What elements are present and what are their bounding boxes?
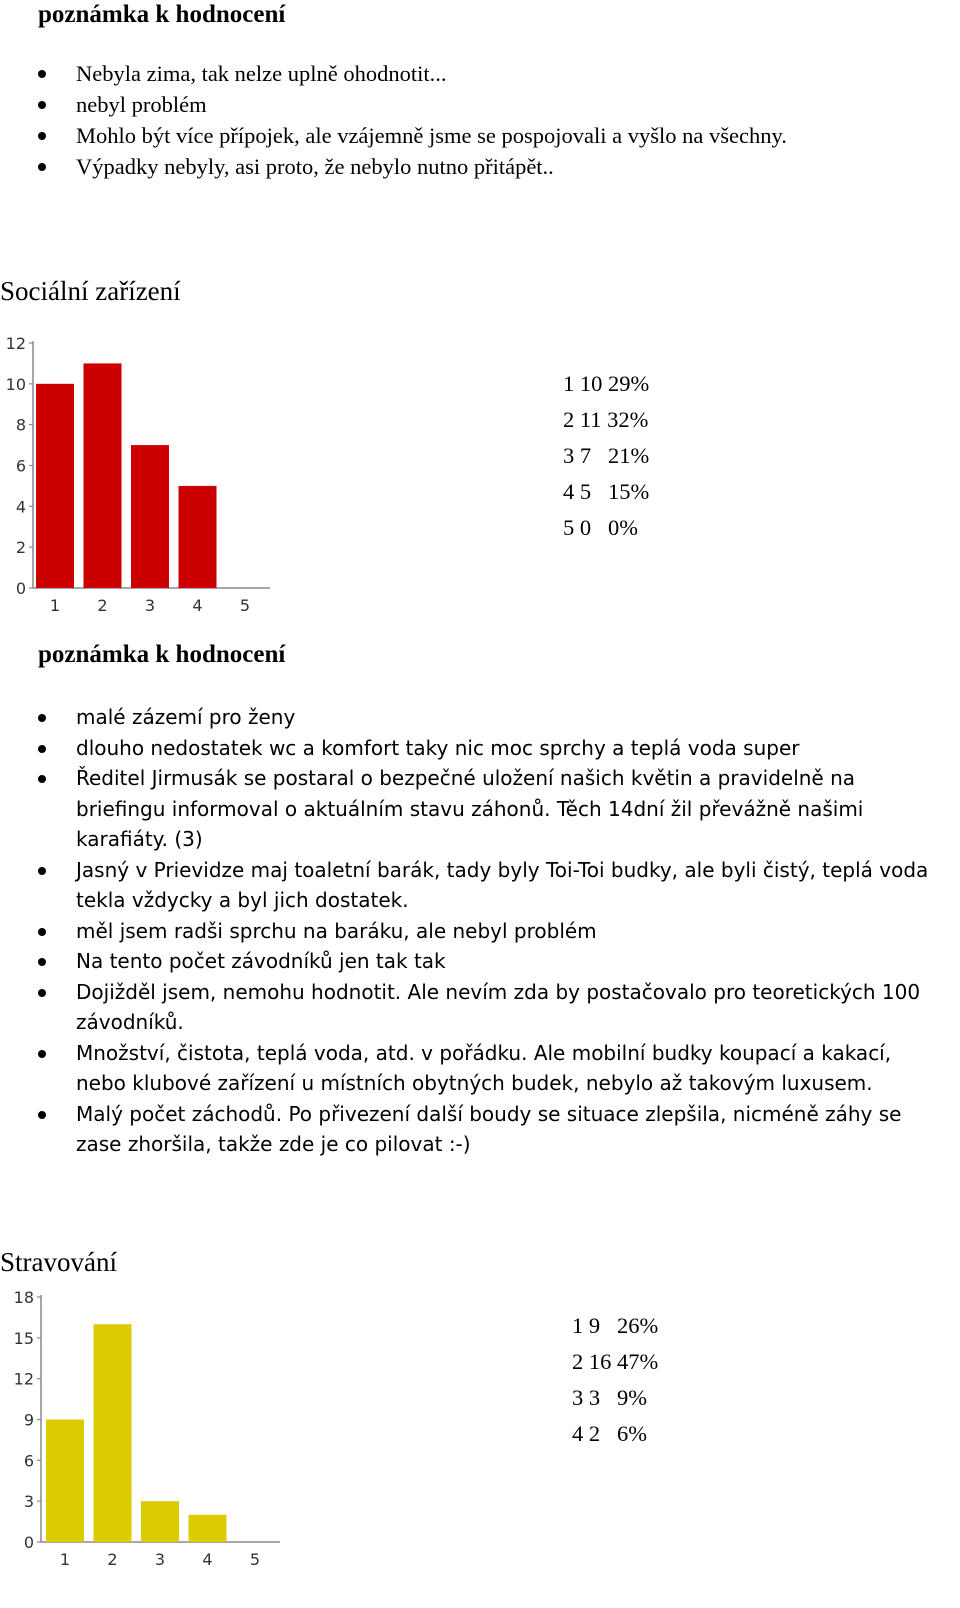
y-tick-label: 2: [15, 538, 26, 558]
stat-line: 3 3 9%: [572, 1385, 647, 1410]
bullet-icon: [38, 163, 46, 171]
list-item: malé zázemí pro ženy: [38, 702, 938, 733]
bar: [189, 1515, 227, 1542]
stat-line: 5 0 0%: [563, 515, 638, 540]
y-tick-label: 0: [23, 1533, 34, 1552]
x-tick-label: 4: [202, 1550, 213, 1569]
bullet-icon: [38, 958, 46, 966]
bullet-icon: [38, 132, 46, 140]
list-item: Jasný v Prievidze maj toaletní barák, tady byly Toi-Toi budky, ale byli čistý, teplá voda tekla vždycky a byl jich dostatek.: [38, 855, 938, 916]
y-tick-label: 3: [23, 1492, 34, 1512]
bar: [84, 363, 122, 588]
social-note-heading: poznámka k hodnocení: [38, 641, 286, 668]
y-tick-label: 10: [5, 374, 26, 394]
list-item: měl jsem radši sprchu na baráku, ale nebyl problém: [38, 916, 938, 947]
social-stats: [563, 366, 649, 546]
x-tick-label: 4: [192, 596, 203, 615]
list-item: Malý počet záchodů. Po přivezení další boudy se situace zlepšila, nicméně záhy se zase zhoršila, takže zde je co pilovat :-): [38, 1099, 938, 1160]
social-title: Sociální zařízení: [0, 276, 181, 306]
social-comments: [38, 702, 938, 1160]
x-tick-label: 2: [107, 1550, 118, 1569]
bullet-icon: [38, 745, 46, 753]
bullet-icon: [38, 714, 46, 722]
bar: [141, 1501, 179, 1542]
food-bar-chart: [0, 1284, 300, 1608]
y-tick-label: 15: [13, 1328, 34, 1348]
stat-line: 4 5 15%: [563, 479, 650, 504]
x-tick-label: 1: [49, 596, 61, 615]
bullet-icon: [38, 70, 46, 78]
x-tick-label: 5: [249, 1550, 261, 1569]
bar: [131, 445, 169, 588]
list-item: Na tento počet závodníků jen tak tak: [38, 946, 938, 977]
stat-line: 1 10 29%: [563, 371, 650, 396]
y-tick-label: 0: [15, 579, 26, 598]
list-item: Dojižděl jsem, nemohu hodnotit. Ale nevím zda by postačovalo pro teoretických 100 závodníků.: [38, 977, 938, 1038]
stat-line: 1 9 26%: [572, 1313, 659, 1338]
y-tick-label: 9: [23, 1410, 34, 1430]
bullet-icon: [38, 867, 46, 875]
bullet-icon: [38, 1050, 46, 1058]
list-item: Nebyla zima, tak nelze uplně ohodnotit...: [38, 58, 938, 89]
y-tick-label: 6: [15, 456, 26, 476]
x-tick-label: 3: [144, 596, 156, 615]
bullet-icon: [38, 989, 46, 997]
stat-line: 2 16 47%: [572, 1349, 659, 1374]
top-note-list: [38, 58, 938, 182]
list-item: Mohlo být více přípojek, ale vzájemně jsme se pospojovali a vyšlo na všechny.: [38, 120, 938, 151]
list-item: nebyl problém: [38, 89, 938, 120]
x-tick-label: 1: [59, 1550, 71, 1569]
stat-line: 2 11 32%: [563, 407, 649, 432]
y-tick-label: 6: [23, 1451, 34, 1471]
x-tick-label: 2: [97, 596, 108, 615]
bar: [179, 486, 217, 588]
y-tick-label: 12: [5, 334, 26, 353]
bullet-icon: [38, 1111, 46, 1119]
y-tick-label: 8: [15, 415, 26, 435]
food-title: Stravování: [0, 1247, 117, 1277]
y-tick-label: 12: [13, 1369, 34, 1389]
bar: [36, 384, 74, 588]
bullet-icon: [38, 928, 46, 936]
social-bar-chart: [0, 330, 290, 620]
top-note-heading: poznámka k hodnocení: [38, 1, 286, 28]
stat-line: 3 7 21%: [563, 443, 650, 468]
x-tick-label: 3: [154, 1550, 166, 1569]
list-item: Množství, čistota, teplá voda, atd. v pořádku. Ale mobilní budky koupací a kakací, nebo klubové zařízení u místních obytných budek, nebylo až takovým luxusem.: [38, 1038, 938, 1099]
bar: [94, 1324, 132, 1542]
list-item: Ředitel Jirmusák se postaral o bezpečné uložení našich květin a pravidelně na briefingu informoval o aktuálním stavu záhonů. Těch 14dní žil převážně našimi karafiáty. (3): [38, 763, 938, 855]
y-tick-label: 4: [15, 497, 26, 517]
y-tick-label: 18: [13, 1288, 34, 1307]
list-item: Výpadky nebyly, asi proto, že nebylo nutno přitápět..: [38, 151, 938, 182]
list-item: dlouho nedostatek wc a komfort taky nic moc sprchy a teplá voda super: [38, 733, 938, 764]
stat-line: 4 2 6%: [572, 1421, 647, 1446]
bar: [46, 1420, 84, 1543]
food-stats: [572, 1308, 658, 1452]
bullet-icon: [38, 775, 46, 783]
bullet-icon: [38, 101, 46, 109]
x-tick-label: 5: [239, 596, 251, 615]
